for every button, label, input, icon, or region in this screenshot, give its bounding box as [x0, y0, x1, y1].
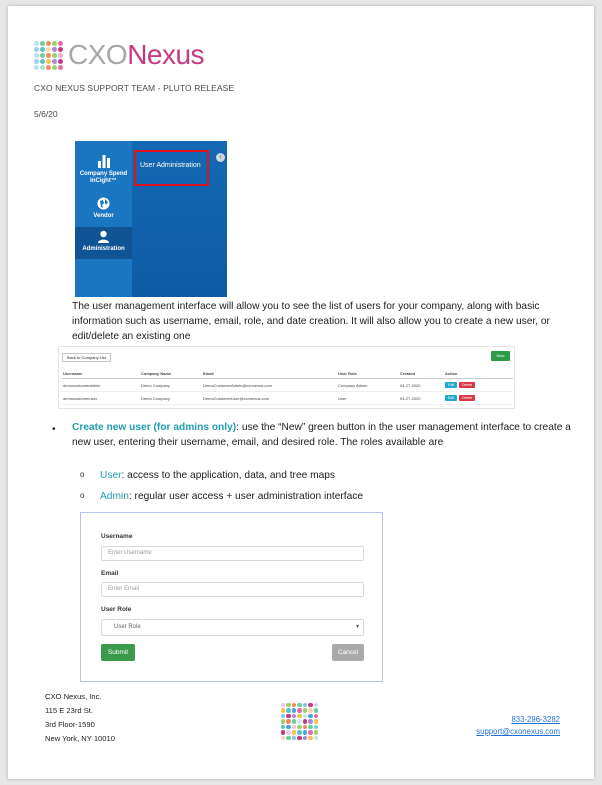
footer-logo-dot: [292, 719, 296, 723]
footer-logo-dot: [292, 714, 296, 718]
footer-logo-dot: [286, 719, 290, 723]
user-role-selected-value: User Role: [114, 624, 141, 630]
footer-email-link[interactable]: support@cxonexus.com: [476, 727, 560, 736]
footer-logo-dot: [308, 719, 312, 723]
footer-logo-dot: [281, 714, 285, 718]
create-user-paragraph: [72, 420, 572, 450]
cell-role: Company Admin: [336, 379, 398, 392]
footer-logo-dot: [281, 725, 285, 729]
submit-button[interactable]: Submit: [101, 644, 135, 661]
cell-actions: [443, 392, 513, 405]
column-header: User Role: [336, 369, 398, 379]
footer-dot-logo-icon: [281, 703, 318, 740]
footer-street: 115 E 23rd St.: [45, 706, 93, 715]
globe-icon: [75, 197, 132, 213]
cell-username: democustomeruser: [61, 392, 139, 405]
cell-email: DemoCustomerAdmin@cxonexus.com: [201, 379, 336, 392]
footer-logo-dot: [286, 736, 290, 740]
footer-logo-dot: [303, 725, 307, 729]
logo-dot: [40, 41, 45, 46]
logo-dot: [58, 65, 63, 70]
footer-logo-dot: [292, 708, 296, 712]
role-name: Admin: [100, 491, 129, 502]
new-user-form-screenshot: [80, 512, 383, 682]
logo-dot: [34, 47, 39, 52]
table-row: [61, 392, 513, 405]
logo-dot: [52, 65, 57, 70]
footer-address: [45, 690, 115, 746]
logo-dot: [40, 59, 45, 64]
footer-logo-dot: [292, 736, 296, 740]
table-row: [61, 379, 513, 392]
footer-logo-dot: [281, 730, 285, 734]
email-label: Email: [101, 570, 119, 577]
edit-button[interactable]: Edit: [445, 382, 457, 388]
new-user-button[interactable]: New: [491, 351, 510, 361]
chevron-down-icon: ▾: [355, 624, 359, 630]
edit-button[interactable]: Edit: [445, 395, 457, 401]
logo-dot: [52, 47, 57, 52]
intro-paragraph: The user management interface will allow you to see the list of users for your company, along with basic information such as username, email, role, and date creation. It will also allow you to create a new user, or edit/delete an existing one: [72, 301, 550, 342]
nav-item-vendor[interactable]: [75, 197, 132, 220]
footer-logo-dot: [292, 730, 296, 734]
column-header: Company Name: [139, 369, 201, 379]
footer-logo-dot: [297, 703, 301, 707]
footer-logo-dot: [308, 708, 312, 712]
table-header-row: [61, 369, 513, 379]
logo-dot: [34, 41, 39, 46]
footer-logo-dot: [281, 719, 285, 723]
footer-logo-dot: [308, 714, 312, 718]
create-user-text: : use the “New” green button in the user management interface to create a new user, entering their username, email, and desired role. The roles available are: [72, 422, 571, 448]
footer-city: New York, NY 10010: [45, 734, 115, 743]
bullet-marker: •: [52, 424, 56, 435]
logo-dot: [46, 59, 51, 64]
sub-bullet-marker: o: [80, 491, 85, 500]
logo-dot: [40, 65, 45, 70]
user-table: [61, 369, 513, 405]
footer-logo-dot: [314, 736, 318, 740]
role-name: User: [100, 470, 122, 481]
delete-button[interactable]: Delete: [459, 395, 475, 401]
user-role-label: User Role: [101, 606, 132, 613]
back-to-company-list-button[interactable]: Back to Company List: [62, 353, 111, 362]
footer-logo-dot: [297, 736, 301, 740]
role-description: : access to the application, data, and tree maps: [121, 470, 336, 481]
footer-contact: [476, 714, 560, 738]
column-header: Action: [443, 369, 513, 379]
footer-logo-dot: [286, 730, 290, 734]
footer-logo-dot: [308, 730, 312, 734]
footer-logo-dot: [286, 725, 290, 729]
logo-dot: [34, 53, 39, 58]
footer-logo-dot: [308, 703, 312, 707]
logo-dot: [52, 41, 57, 46]
footer-logo-dot: [281, 703, 285, 707]
document-title: CXO NEXUS SUPPORT TEAM - PLUTO RELEASE: [34, 83, 235, 93]
cell-email: DemoCustomerUser@cxonexus.com: [201, 392, 336, 405]
navigation-screenshot: [75, 141, 227, 297]
logo-dot: [46, 53, 51, 58]
footer-logo-dot: [314, 730, 318, 734]
footer-logo-dot: [303, 719, 307, 723]
logo-dot: [40, 53, 45, 58]
cell-role: User: [336, 392, 398, 405]
cell-actions: [443, 379, 513, 392]
cell-created: 04-27-2020: [398, 392, 443, 405]
footer-logo-dot: [314, 719, 318, 723]
column-header: Created: [398, 369, 443, 379]
bar-chart-icon: [75, 155, 132, 171]
cell-created: 04-27-2020: [398, 379, 443, 392]
footer-logo-dot: [292, 725, 296, 729]
footer-logo-dot: [303, 736, 307, 740]
nav-item-label: Company Spend InCight™: [79, 171, 128, 184]
footer-logo-dot: [303, 708, 307, 712]
footer-logo-dot: [292, 703, 296, 707]
footer-phone-link[interactable]: 833-296-3282: [511, 715, 560, 724]
footer-logo-dot: [303, 714, 307, 718]
username-input[interactable]: Enter Username: [101, 546, 364, 561]
cxo-nexus-logo: [34, 39, 204, 71]
cell-company: Demo Company: [139, 392, 201, 405]
footer-logo-dot: [303, 703, 307, 707]
footer-logo-dot: [297, 714, 301, 718]
role-description: : regular user access + user administration interface: [128, 491, 364, 502]
footer-logo-dot: [297, 725, 301, 729]
nav-item-label: Administration: [82, 246, 125, 252]
logo-dot: [58, 59, 63, 64]
logo-text-nexus: Nexus: [127, 39, 205, 70]
footer-logo-dot: [297, 719, 301, 723]
footer-floor: 3rd Floor-1590: [45, 720, 95, 729]
cancel-button[interactable]: Cancel: [332, 644, 364, 661]
footer-logo-dot: [314, 703, 318, 707]
logo-dot: [46, 47, 51, 52]
footer-logo-dot: [303, 730, 307, 734]
logo-dot: [40, 47, 45, 52]
logo-dot: [52, 59, 57, 64]
column-header: Username: [61, 369, 139, 379]
nav-item-company-spend[interactable]: [75, 155, 132, 185]
create-user-heading: Create new user (for admins only): [72, 422, 237, 433]
logo-dot: [34, 65, 39, 70]
footer-logo-dot: [297, 730, 301, 734]
column-header: Email: [201, 369, 336, 379]
user-icon: [75, 230, 132, 246]
nav-item-administration[interactable]: [75, 227, 132, 259]
user-table-screenshot: [58, 346, 515, 409]
footer-logo-dot: [314, 725, 318, 729]
footer-logo-dot: [308, 736, 312, 740]
role-item-user: [80, 470, 336, 481]
footer-logo-dot: [297, 708, 301, 712]
footer-logo-dot: [314, 714, 318, 718]
logo-dot: [58, 47, 63, 52]
footer-company: CXO Nexus, Inc.: [45, 692, 102, 701]
document-date: 5/6/20: [34, 109, 58, 119]
dot-grid-logo-icon: [34, 41, 63, 70]
logo-dot: [52, 53, 57, 58]
logo-text-cxo: CXO: [68, 39, 128, 70]
role-item-admin: [80, 491, 364, 502]
username-label: Username: [101, 533, 133, 540]
cell-username: democustomeradmin: [61, 379, 139, 392]
footer-logo-dot: [286, 714, 290, 718]
sub-bullet-marker: o: [80, 470, 85, 479]
logo-dot: [46, 41, 51, 46]
footer-logo-dot: [314, 708, 318, 712]
logo-dot: [58, 53, 63, 58]
chevron-left-icon[interactable]: ‹: [216, 153, 225, 162]
user-administration-label: User Administration: [140, 162, 201, 169]
footer-logo-dot: [308, 725, 312, 729]
footer-logo-dot: [281, 708, 285, 712]
logo-dot: [58, 41, 63, 46]
email-input[interactable]: Enter Email: [101, 582, 364, 597]
footer-logo-dot: [286, 703, 290, 707]
footer-logo-dot: [281, 736, 285, 740]
nav-item-label: Vendor: [93, 213, 114, 219]
footer-logo-dot: [286, 708, 290, 712]
logo-dot: [46, 65, 51, 70]
user-administration-link[interactable]: [134, 150, 209, 186]
delete-button[interactable]: Delete: [459, 382, 475, 388]
user-role-select[interactable]: [101, 619, 364, 636]
document-page: [8, 6, 594, 779]
cell-company: Demo Company: [139, 379, 201, 392]
logo-dot: [34, 59, 39, 64]
